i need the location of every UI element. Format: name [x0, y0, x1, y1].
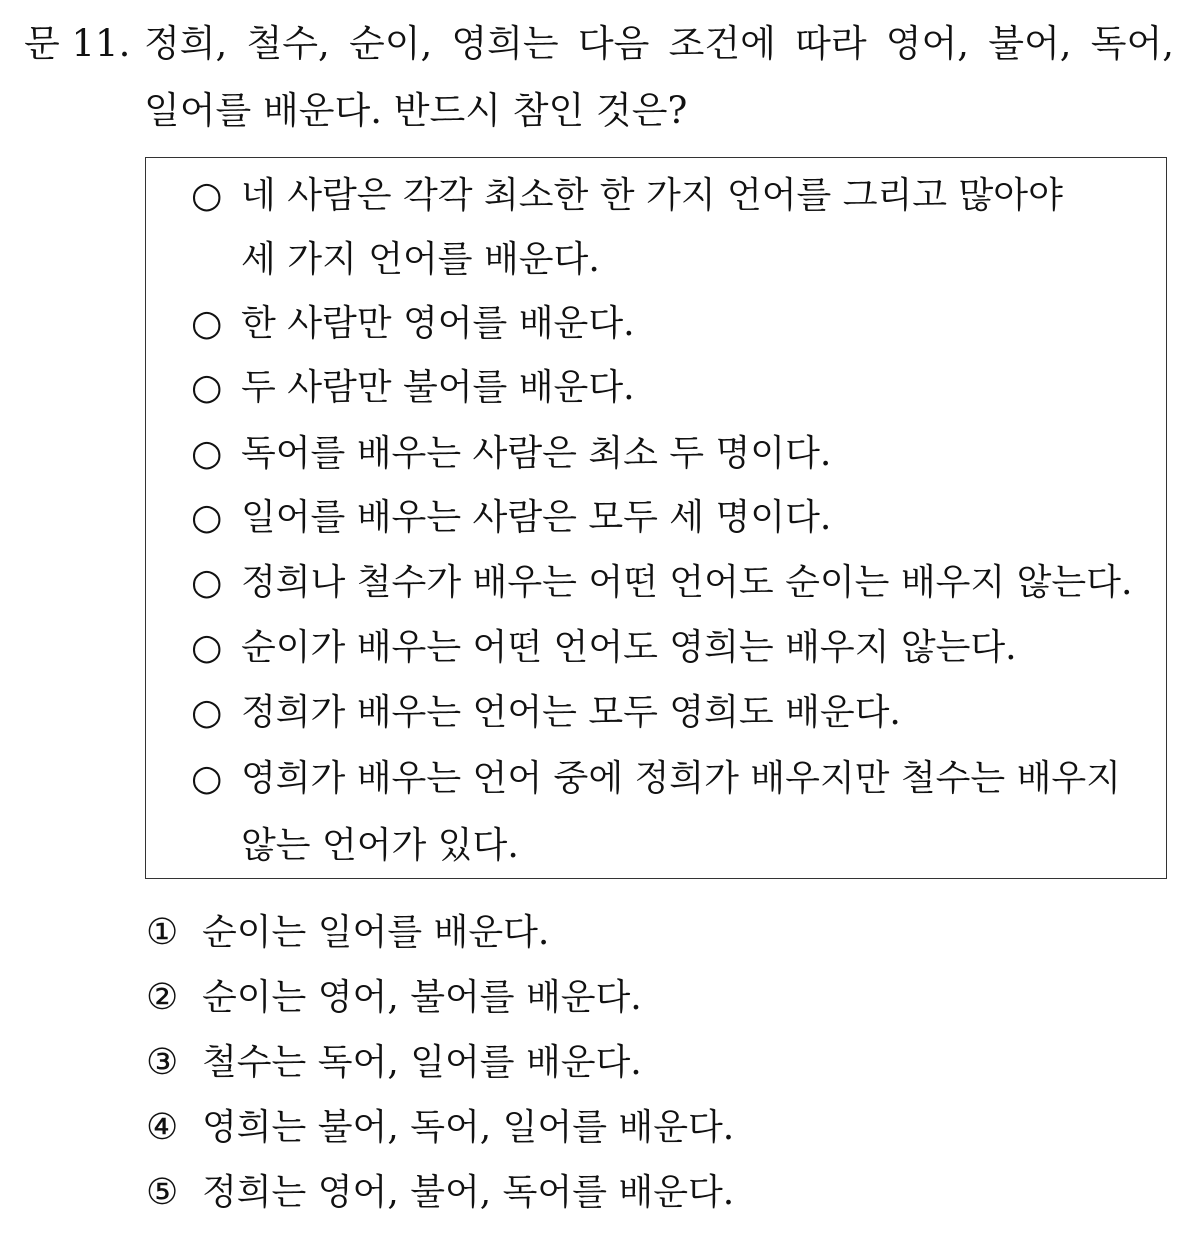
circle-bullet-icon: ○	[191, 433, 223, 474]
choice-number-marker: ⑤	[146, 1172, 179, 1213]
condition-text: 일어를 배우는 사람은 모두 세 명이다.	[241, 497, 832, 538]
choice-number-marker: ①	[146, 912, 179, 953]
answer-choice-4[interactable]	[146, 1107, 735, 1148]
condition-item	[191, 303, 635, 344]
choice-number-marker: ③	[146, 1042, 179, 1083]
circle-bullet-icon: ○	[191, 627, 223, 668]
choice-number-marker: ④	[146, 1107, 179, 1148]
circle-bullet-icon: ○	[191, 758, 223, 799]
condition-text: 정희가 배우는 언어는 모두 영희도 배운다.	[241, 692, 901, 733]
choice-text: 철수는 독어, 일어를 배운다.	[202, 1042, 642, 1083]
circle-bullet-icon: ○	[191, 562, 223, 603]
condition-text: 한 사람만 영어를 배운다.	[241, 303, 635, 344]
condition-text: 두 사람만 불어를 배운다.	[241, 367, 635, 408]
condition-text: 순이가 배우는 어떤 언어도 영희는 배우지 않는다.	[241, 627, 1017, 668]
condition-item	[191, 433, 832, 474]
condition-item	[191, 497, 832, 538]
circle-bullet-icon: ○	[191, 367, 223, 408]
choice-text: 순이는 일어를 배운다.	[202, 912, 550, 953]
condition-item	[191, 692, 901, 733]
circle-bullet-icon: ○	[191, 175, 223, 216]
choice-number-marker: ②	[146, 977, 179, 1018]
choice-text: 정희는 영어, 불어, 독어를 배운다.	[202, 1172, 735, 1213]
circle-bullet-icon: ○	[191, 692, 223, 733]
circle-bullet-icon: ○	[191, 303, 223, 344]
question-text-line-1: 정희, 철수, 순이, 영희는 다음 조건에 따라 영어, 불어, 독어,	[144, 22, 1174, 65]
condition-text: 독어를 배우는 사람은 최소 두 명이다.	[241, 433, 832, 474]
answer-choice-2[interactable]	[146, 977, 642, 1018]
answer-choice-1[interactable]	[146, 912, 550, 953]
question-stem-line-2: 일어를 배운다. 반드시 참인 것은?	[144, 89, 688, 132]
condition-box	[145, 157, 1167, 879]
choice-text: 영희는 불어, 독어, 일어를 배운다.	[202, 1107, 735, 1148]
answer-choice-5[interactable]	[146, 1172, 735, 1213]
condition-text-continued: 세 가지 언어를 배운다.	[241, 239, 600, 280]
question-stem-line-1	[24, 22, 1174, 65]
condition-text: 영희가 배우는 언어 중에 정희가 배우지만 철수는 배우지	[241, 758, 1121, 799]
condition-item	[191, 367, 635, 408]
condition-item	[191, 562, 1133, 603]
condition-text: 정희나 철수가 배우는 어떤 언어도 순이는 배우지 않는다.	[241, 562, 1133, 603]
answer-choice-3[interactable]	[146, 1042, 642, 1083]
condition-text: 네 사람은 각각 최소한 한 가지 언어를 그리고 많아야	[241, 175, 1063, 216]
question-number: 문 11.	[24, 22, 131, 65]
choice-text: 순이는 영어, 불어를 배운다.	[202, 977, 642, 1018]
circle-bullet-icon: ○	[191, 497, 223, 538]
condition-item	[191, 758, 1121, 799]
condition-text-continued: 않는 언어가 있다.	[241, 825, 519, 866]
condition-item	[191, 627, 1017, 668]
condition-item	[191, 175, 1063, 216]
